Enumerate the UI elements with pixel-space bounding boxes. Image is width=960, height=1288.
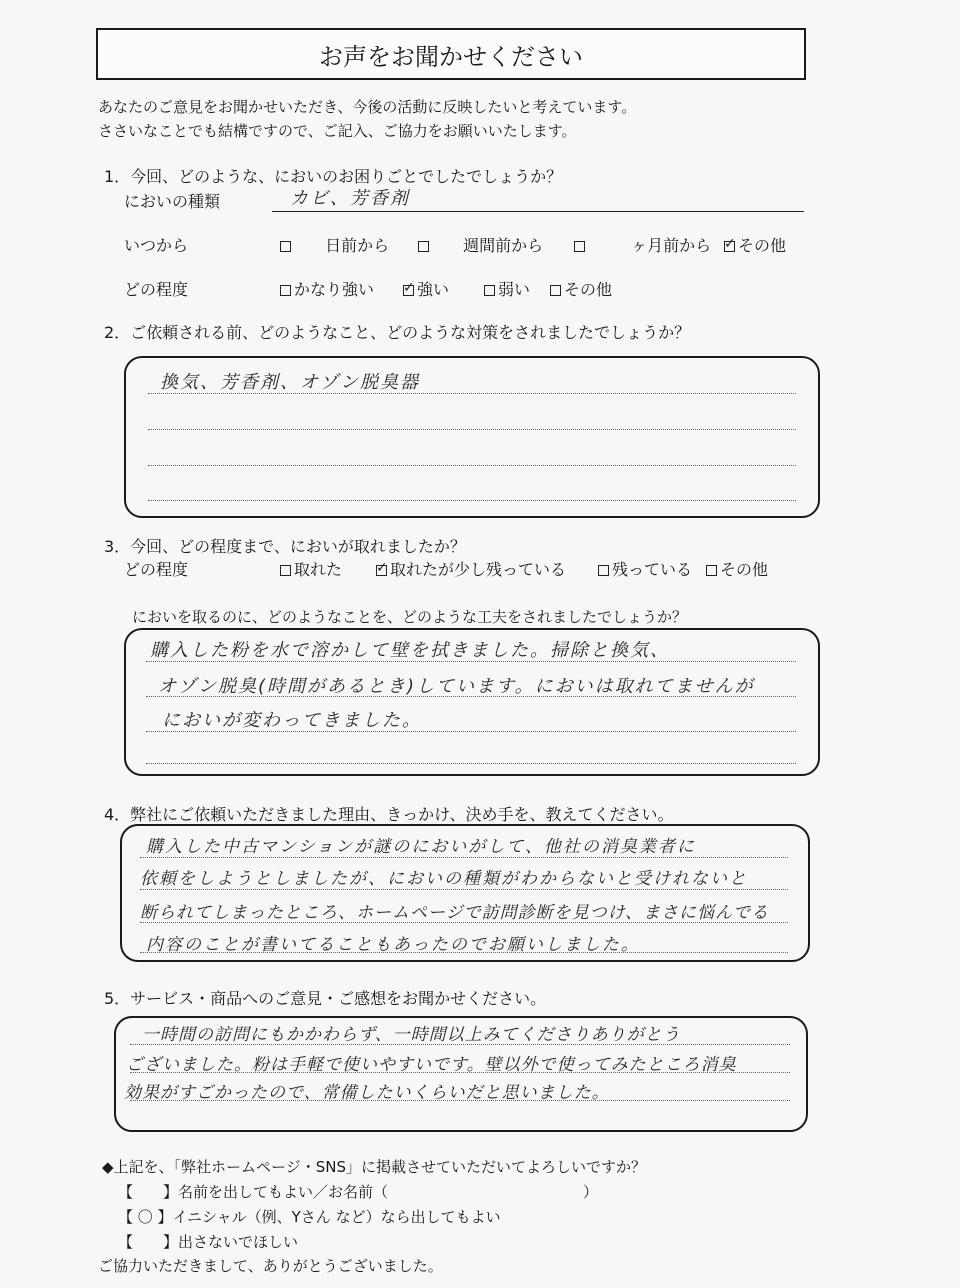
answer-rule — [130, 1044, 790, 1045]
checkbox-icon[interactable] — [706, 565, 717, 576]
publish-question: ◆上記を、「弊社ホームページ・SNS」に掲載させていただいてよろしいですか？ — [102, 1158, 647, 1176]
checkbox-icon[interactable] — [598, 565, 609, 576]
q1-degree-option-other[interactable]: その他 — [550, 277, 612, 300]
checkbox-icon[interactable] — [418, 241, 429, 252]
publish-option-mark[interactable]: 【 〇 】 — [118, 1208, 173, 1226]
q1-since-option-other[interactable]: ✓ その他 — [724, 233, 786, 256]
answer-rule — [148, 429, 796, 430]
q3-degree-label: どの程度 — [124, 560, 189, 579]
publish-option-initial[interactable]: 【 〇 】イニシャル（例、Yさん など）なら出してもよい — [118, 1208, 501, 1226]
q3-option-3[interactable]: 残っている — [598, 557, 692, 580]
q1-kind-underline — [272, 211, 804, 212]
q4-answer-line-1: 購入した中古マンションが謎のにおいがして、他社の消臭業者に — [146, 837, 696, 857]
thanks-text: ご協力いただきまして、ありがとうございました。 — [98, 1257, 443, 1275]
q5-question: 5．サービス・商品へのご意見・ご感想をお聞かせください。 — [104, 989, 547, 1008]
checked-checkbox-icon[interactable] — [724, 241, 735, 252]
q5-answer-line-1: 一時間の訪問にもかかわらず、一時間以上みてくださりありがとう — [142, 1025, 681, 1045]
checkbox-icon[interactable] — [280, 241, 291, 252]
q4-answer-line-3: 断られてしまったところ、ホームページで訪問診断を見つけ、まさに悩んでる — [140, 903, 769, 923]
q3-question: 3．今回、どの程度まで、においが取れましたか？ — [104, 537, 466, 556]
answer-rule — [146, 696, 796, 697]
publish-option-mark[interactable]: 【 】 — [118, 1183, 179, 1201]
q3-answer-line-1: 購入した粉を水で溶かして壁を拭きました。掃除と換気、 — [150, 640, 670, 661]
q4-answer-line-2: 依頼をしようとしましたが、においの種類がわからないと受けれないと — [140, 869, 748, 889]
q2-question: 2．ご依頼される前、どのようなこと、どのような対策をされましたでしょうか？ — [104, 323, 691, 342]
publish-option-mark[interactable]: 【 】 — [118, 1233, 179, 1251]
form-title-text: お声をお聞かせください — [319, 42, 583, 71]
checkbox-icon[interactable] — [280, 565, 291, 576]
q4-answer-line-4: 内容のことが書いてることもあったのでお願いしました。 — [146, 935, 640, 955]
q3-sub-question: においを取るのに、どのようなことを、どのような工夫をされましたでしょうか？ — [132, 608, 688, 626]
checkbox-icon[interactable] — [484, 285, 495, 296]
q1-degree-option-1[interactable]: かなり強い — [280, 277, 374, 300]
publish-option-name[interactable]: 【 】名前を出してもよい／お名前（ ） — [118, 1183, 599, 1201]
q3-answer-line-2: オゾン脱臭(時間があるとき)しています。においは取れてませんが — [158, 676, 755, 697]
q1-kind-label: においの種類 — [124, 192, 221, 211]
q1-kind-answer[interactable]: カビ、芳香剤 — [290, 188, 410, 209]
checked-checkbox-icon[interactable] — [376, 565, 387, 576]
answer-rule — [148, 500, 796, 501]
checkbox-icon[interactable] — [574, 241, 585, 252]
answer-rule — [140, 952, 788, 953]
q1-since-label: いつから — [124, 236, 189, 255]
publish-option-none[interactable]: 【 】出さないでほしい — [118, 1233, 299, 1251]
q3-option-other[interactable]: その他 — [706, 557, 768, 580]
answer-rule — [140, 922, 788, 923]
intro-line-2: ささいなことでも結構ですので、ご記入、ご協力をお願いいたします。 — [98, 122, 577, 140]
q3-option-1[interactable]: 取れた — [280, 557, 342, 580]
answer-rule — [146, 731, 796, 732]
answer-rule — [146, 661, 796, 662]
q1-since-option-3[interactable]: ヶ月前から — [574, 233, 711, 256]
q4-question: 4．弊社にご依頼いただきました理由、きっかけ、決め手を、教えてください。 — [104, 805, 674, 824]
form-title — [96, 28, 806, 80]
checkbox-icon[interactable] — [280, 285, 291, 296]
q1-question: 1．今回、どのような、においのお困りごとでしたでしょうか？ — [104, 167, 563, 186]
answer-rule — [148, 465, 796, 466]
q5-answer-line-3: 効果がすごかったので、常備したいくらいだと思いました。 — [124, 1083, 610, 1103]
answer-rule — [140, 857, 788, 858]
checkbox-icon[interactable] — [550, 285, 561, 296]
q1-since-option-1[interactable]: 日前から — [280, 233, 389, 256]
q2-answer-line-1: 換気、芳香剤、オゾン脱臭器 — [160, 372, 420, 393]
q3-option-2[interactable]: ✓ 取れたが少し残っている — [376, 557, 566, 580]
q1-degree-label: どの程度 — [124, 280, 189, 299]
checked-checkbox-icon[interactable] — [403, 285, 414, 296]
answer-rule — [130, 1072, 790, 1073]
q5-answer-line-2: ございました。粉は手軽で使いやすいです。壁以外で使ってみたところ消臭 — [126, 1055, 737, 1075]
q3-answer-line-3: においが変わってきました。 — [162, 710, 422, 731]
answer-rule — [148, 393, 796, 394]
q1-degree-option-2[interactable]: ✓ 強い — [403, 277, 449, 300]
intro-line-1: あなたのご意見をお聞かせいただき、今後の活動に反映したいと考えています。 — [98, 98, 637, 116]
answer-rule — [146, 763, 796, 764]
answer-rule — [140, 889, 788, 890]
q1-degree-option-3[interactable]: 弱い — [484, 277, 530, 300]
q1-since-option-2[interactable]: 週間前から — [418, 233, 543, 256]
answer-rule — [130, 1100, 790, 1101]
